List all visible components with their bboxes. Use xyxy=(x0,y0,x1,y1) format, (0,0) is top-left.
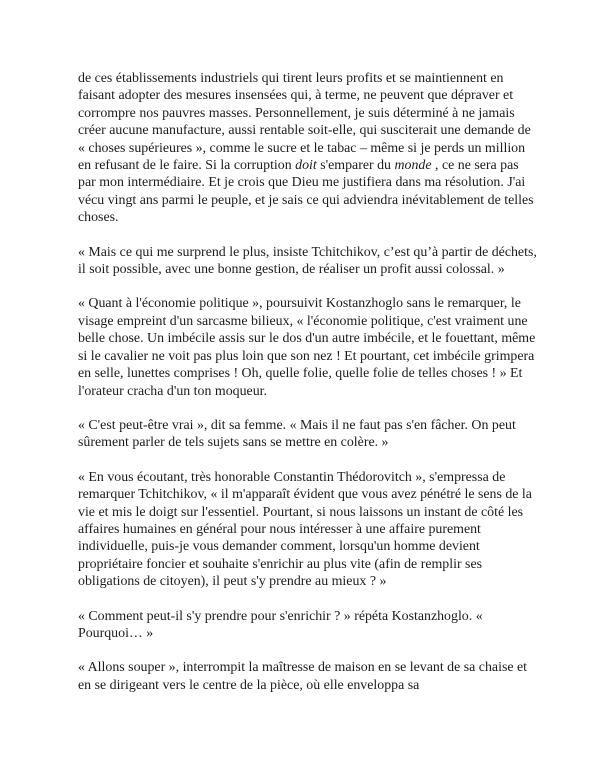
paragraph-1-text-b: s'emparer du xyxy=(316,158,395,174)
emphasis-monde: monde xyxy=(394,158,432,174)
paragraph-7: « Allons souper », interrompit la maîtresse de maison en se levant de sa chaise et en se dirigeant vers le centre de la pièce, où elle enveloppa sa xyxy=(78,660,528,693)
paragraph-2: « Mais ce qui me surprend le plus, insiste Tchitchikov, c’est qu’à partir de déchets, il soit possible, avec une bonne gestion, de réaliser un profit aussi colossal. » xyxy=(78,244,537,278)
paragraph-6: « Comment peut-il s'y prendre pour s'enrichir ? » répéta Kostanzhoglo. « Pourquoi… » xyxy=(78,608,483,641)
document-page xyxy=(78,70,538,694)
paragraph-1 xyxy=(78,70,538,227)
emphasis-doit: doit xyxy=(295,158,317,174)
paragraph-4: « C'est peut-être vrai », dit sa femme. « Mais il ne faut pas s'en fâcher. On peut sûrement parler de tels sujets sans se mettre en colère. » xyxy=(78,417,516,451)
paragraph-1-text-a: de ces établissements industriels qui tirent leurs profits et se maintiennent en faisant adopter des mesures insensées qui, à terme, ne peuvent que dépraver et corrompre nos pauvres masses. Personnellement, je suis déterminé à ne jamais créer aucune manufacture, aussi rentable soit-elle, qui susciterait une demande de « choses supérieures », comme le sucre et le tabac – même si je perds un million en refusant de le faire. Si la corruption xyxy=(78,71,531,174)
paragraph-1-text-c: , ce ne sera pas par mon intermédiaire. Et je crois que Dieu me justifiera dans ma résolution. J'ai vécu vingt ans parmi le peuple, et je sais ce qui adviendra inévitablement de telles choses. xyxy=(78,158,534,226)
paragraph-3: « Quant à l'économie politique », poursuivit Kostanzhoglo sans le remarquer, le visage empreint d'un sarcasme bilieux, « l'économie politique, c'est vraiment une belle chose. Un imbécile assis sur le dos d'un autre imbécile, et le fouettant, même si le cavalier ne voit pas plus loin que son nez ! Et pourtant, cet imbécile grimpera en selle, lunettes comprises ! Oh, quelle folie, quelle folie de telles choses ! » Et l'orateur cracha d'un ton moqueur. xyxy=(78,296,536,399)
paragraph-5: « En vous écoutant, très honorable Constantin Thédorovitch », s'empressa de remarquer Tchitchikov, « il m'apparaît évident que vous avez pénétré le sens de la vie et mis le doigt sur l'essentiel. Pourtant, si nous laissons un instant de côté les affaires humaines en général pour nous intéresser à une affaire purement individuelle, puis-je vous demander comment, lorsqu'un homme devient propriétaire foncier et souhaite s'enrichir au plus vite (afin de remplir ses obligations de citoyen), il peut s'y prendre au mieux ? » xyxy=(78,469,532,590)
